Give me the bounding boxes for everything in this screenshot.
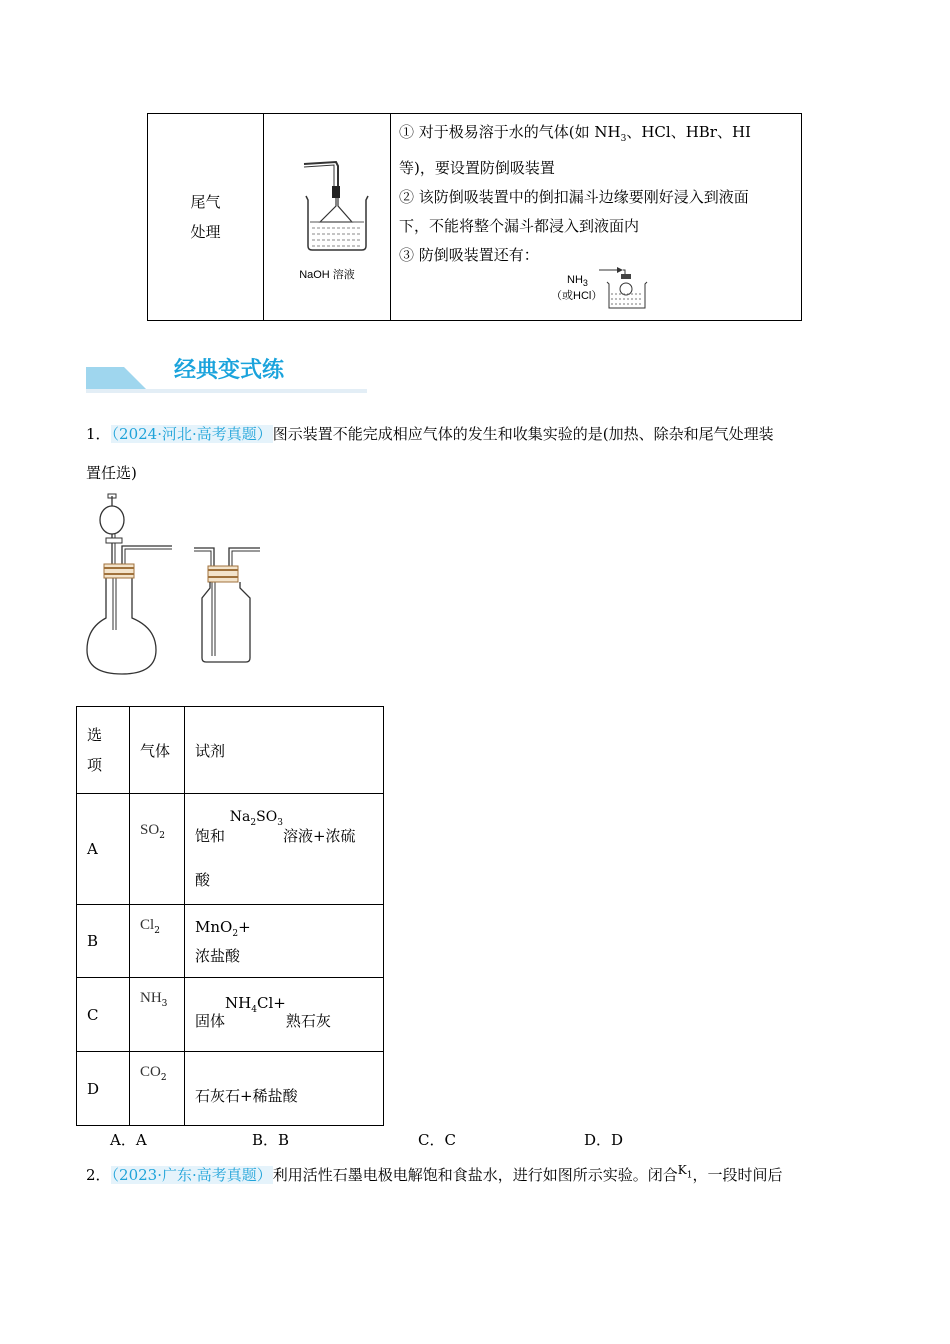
reagent-text-a: 固体	[195, 1012, 226, 1030]
tail-gas-table	[147, 113, 802, 321]
section-title: 经典变式练	[174, 358, 285, 383]
q2-text-b: ，一段时间后	[692, 1166, 783, 1184]
reagent-text-c: 酸	[195, 871, 211, 890]
tail-gas-label-line1: 尾气	[190, 193, 221, 211]
note1-part-a: ① 对于极易溶于水的气体(如 NH	[399, 123, 621, 141]
header-option-line2: 项	[87, 756, 103, 774]
gas-formula-sub: 2	[160, 1073, 167, 1083]
gas-formula-sub: 2	[159, 831, 165, 841]
formula-part: Na	[229, 808, 251, 825]
tail-gas-label-cell	[148, 114, 264, 321]
reagent-formula	[225, 994, 286, 1015]
gas-formula: CO	[140, 1064, 161, 1080]
header-option-line1: 选	[87, 726, 103, 744]
q2-line1	[86, 1164, 783, 1192]
formula-part: MnO	[195, 917, 233, 936]
note1-part-b: 、HCl、HBr、HI	[626, 123, 751, 141]
gas-cell	[130, 794, 185, 905]
formula-sub: 4	[251, 1005, 257, 1015]
option-cell: D	[77, 1052, 130, 1126]
gas-formula-sub: 2	[154, 926, 160, 936]
q2-k-sub: 1	[686, 1170, 693, 1181]
formula-part: NH	[225, 994, 252, 1012]
answer-choice-a[interactable]: A．A	[110, 1131, 147, 1149]
reagent-cell	[185, 978, 384, 1052]
q2-k-label-text: K	[677, 1163, 687, 1177]
options-table	[76, 706, 384, 1126]
mini-label-1-sub: 3	[582, 278, 588, 289]
q2-text-a: 利用活性石墨电极电解饱和食盐水，进行如图所示实验。闭合	[272, 1166, 678, 1184]
note1-sub: 3	[620, 134, 627, 144]
table-header-row	[77, 707, 384, 794]
formula-sub: 2	[232, 928, 239, 939]
reagent-text-a: 饱和	[195, 826, 226, 845]
gas-cell	[130, 978, 185, 1052]
beaker-funnel-diagram	[264, 152, 390, 272]
formula-sub: 2	[250, 817, 257, 828]
mini-label-2: （或HCl）	[551, 290, 603, 302]
image-caption: NaOH 溶液	[299, 269, 355, 281]
mini-apparatus	[399, 270, 793, 320]
gas-cell	[130, 905, 185, 978]
q1-text-line2: 置任选)	[86, 464, 137, 482]
reagent-text-b: 浓盐酸	[195, 946, 241, 965]
tail-gas-label-line2: 处理	[190, 223, 221, 241]
reagent-text-b: 熟石灰	[285, 1012, 331, 1030]
reagent-cell: 石灰石+稀盐酸	[185, 1052, 384, 1126]
note2-line1: ② 该防倒吸装置中的倒扣漏斗边缘要刚好浸入到液面	[399, 188, 749, 206]
q1-number: 1．	[86, 425, 111, 443]
mini-flask-diagram	[599, 264, 659, 314]
answer-choice-d[interactable]: D．D	[584, 1131, 624, 1149]
mini-label-1-text: NH	[567, 274, 583, 286]
q1-source-tag: （2024·河北·高考真题）	[111, 425, 272, 443]
reagent-cell	[185, 905, 384, 978]
tail-gas-notes-cell	[391, 114, 802, 321]
q2-source-tag: （2023·广东·高考真题）	[111, 1166, 272, 1184]
table-row	[77, 1052, 384, 1126]
note3: ③ 防倒吸装置还有：	[399, 246, 539, 264]
note1-line1	[399, 118, 793, 154]
gas-formula: SO	[140, 822, 160, 838]
gas-formula: NH	[140, 990, 162, 1006]
formula-part-b: SO	[256, 808, 278, 825]
note2-line2: 下，不能将整个漏斗都浸入到液面内	[399, 217, 640, 235]
option-cell: B	[77, 905, 130, 978]
header-gas: 气体	[130, 707, 185, 794]
section-header	[86, 345, 367, 395]
table-row	[77, 794, 384, 905]
gas-formula: Cl	[140, 917, 155, 933]
option-cell: A	[77, 794, 130, 905]
header-reagent: 试剂	[185, 707, 384, 794]
formula-part-b: Cl+	[256, 994, 286, 1012]
header-option	[77, 707, 130, 794]
answer-choice-c[interactable]: C．C	[418, 1131, 456, 1149]
formula-sub-2: 3	[277, 817, 283, 828]
reagent-formula	[229, 808, 283, 828]
answer-choice-b[interactable]: B．B	[252, 1131, 290, 1149]
gas-apparatus-diagram	[84, 490, 274, 680]
option-cell: C	[77, 978, 130, 1052]
reagent-cell	[185, 794, 384, 905]
gas-formula-sub: 3	[161, 999, 168, 1009]
q2-number: 2．	[86, 1166, 111, 1184]
gas-cell	[130, 1052, 185, 1126]
table-row	[77, 905, 384, 978]
formula-part-b: +	[238, 917, 251, 936]
q1-line1	[86, 423, 774, 445]
reagent-formula	[195, 916, 383, 945]
tail-gas-image-cell	[264, 114, 391, 321]
q2-k-label	[677, 1163, 693, 1181]
reagent-text-b: 溶液+浓硫	[282, 826, 356, 845]
table-row	[77, 978, 384, 1052]
q1-text-line1: 图示装置不能完成相应气体的发生和收集实验的是(加热、除杂和尾气处理装	[272, 425, 774, 443]
note1-line2: 等)，要设置防倒吸装置	[399, 159, 555, 177]
